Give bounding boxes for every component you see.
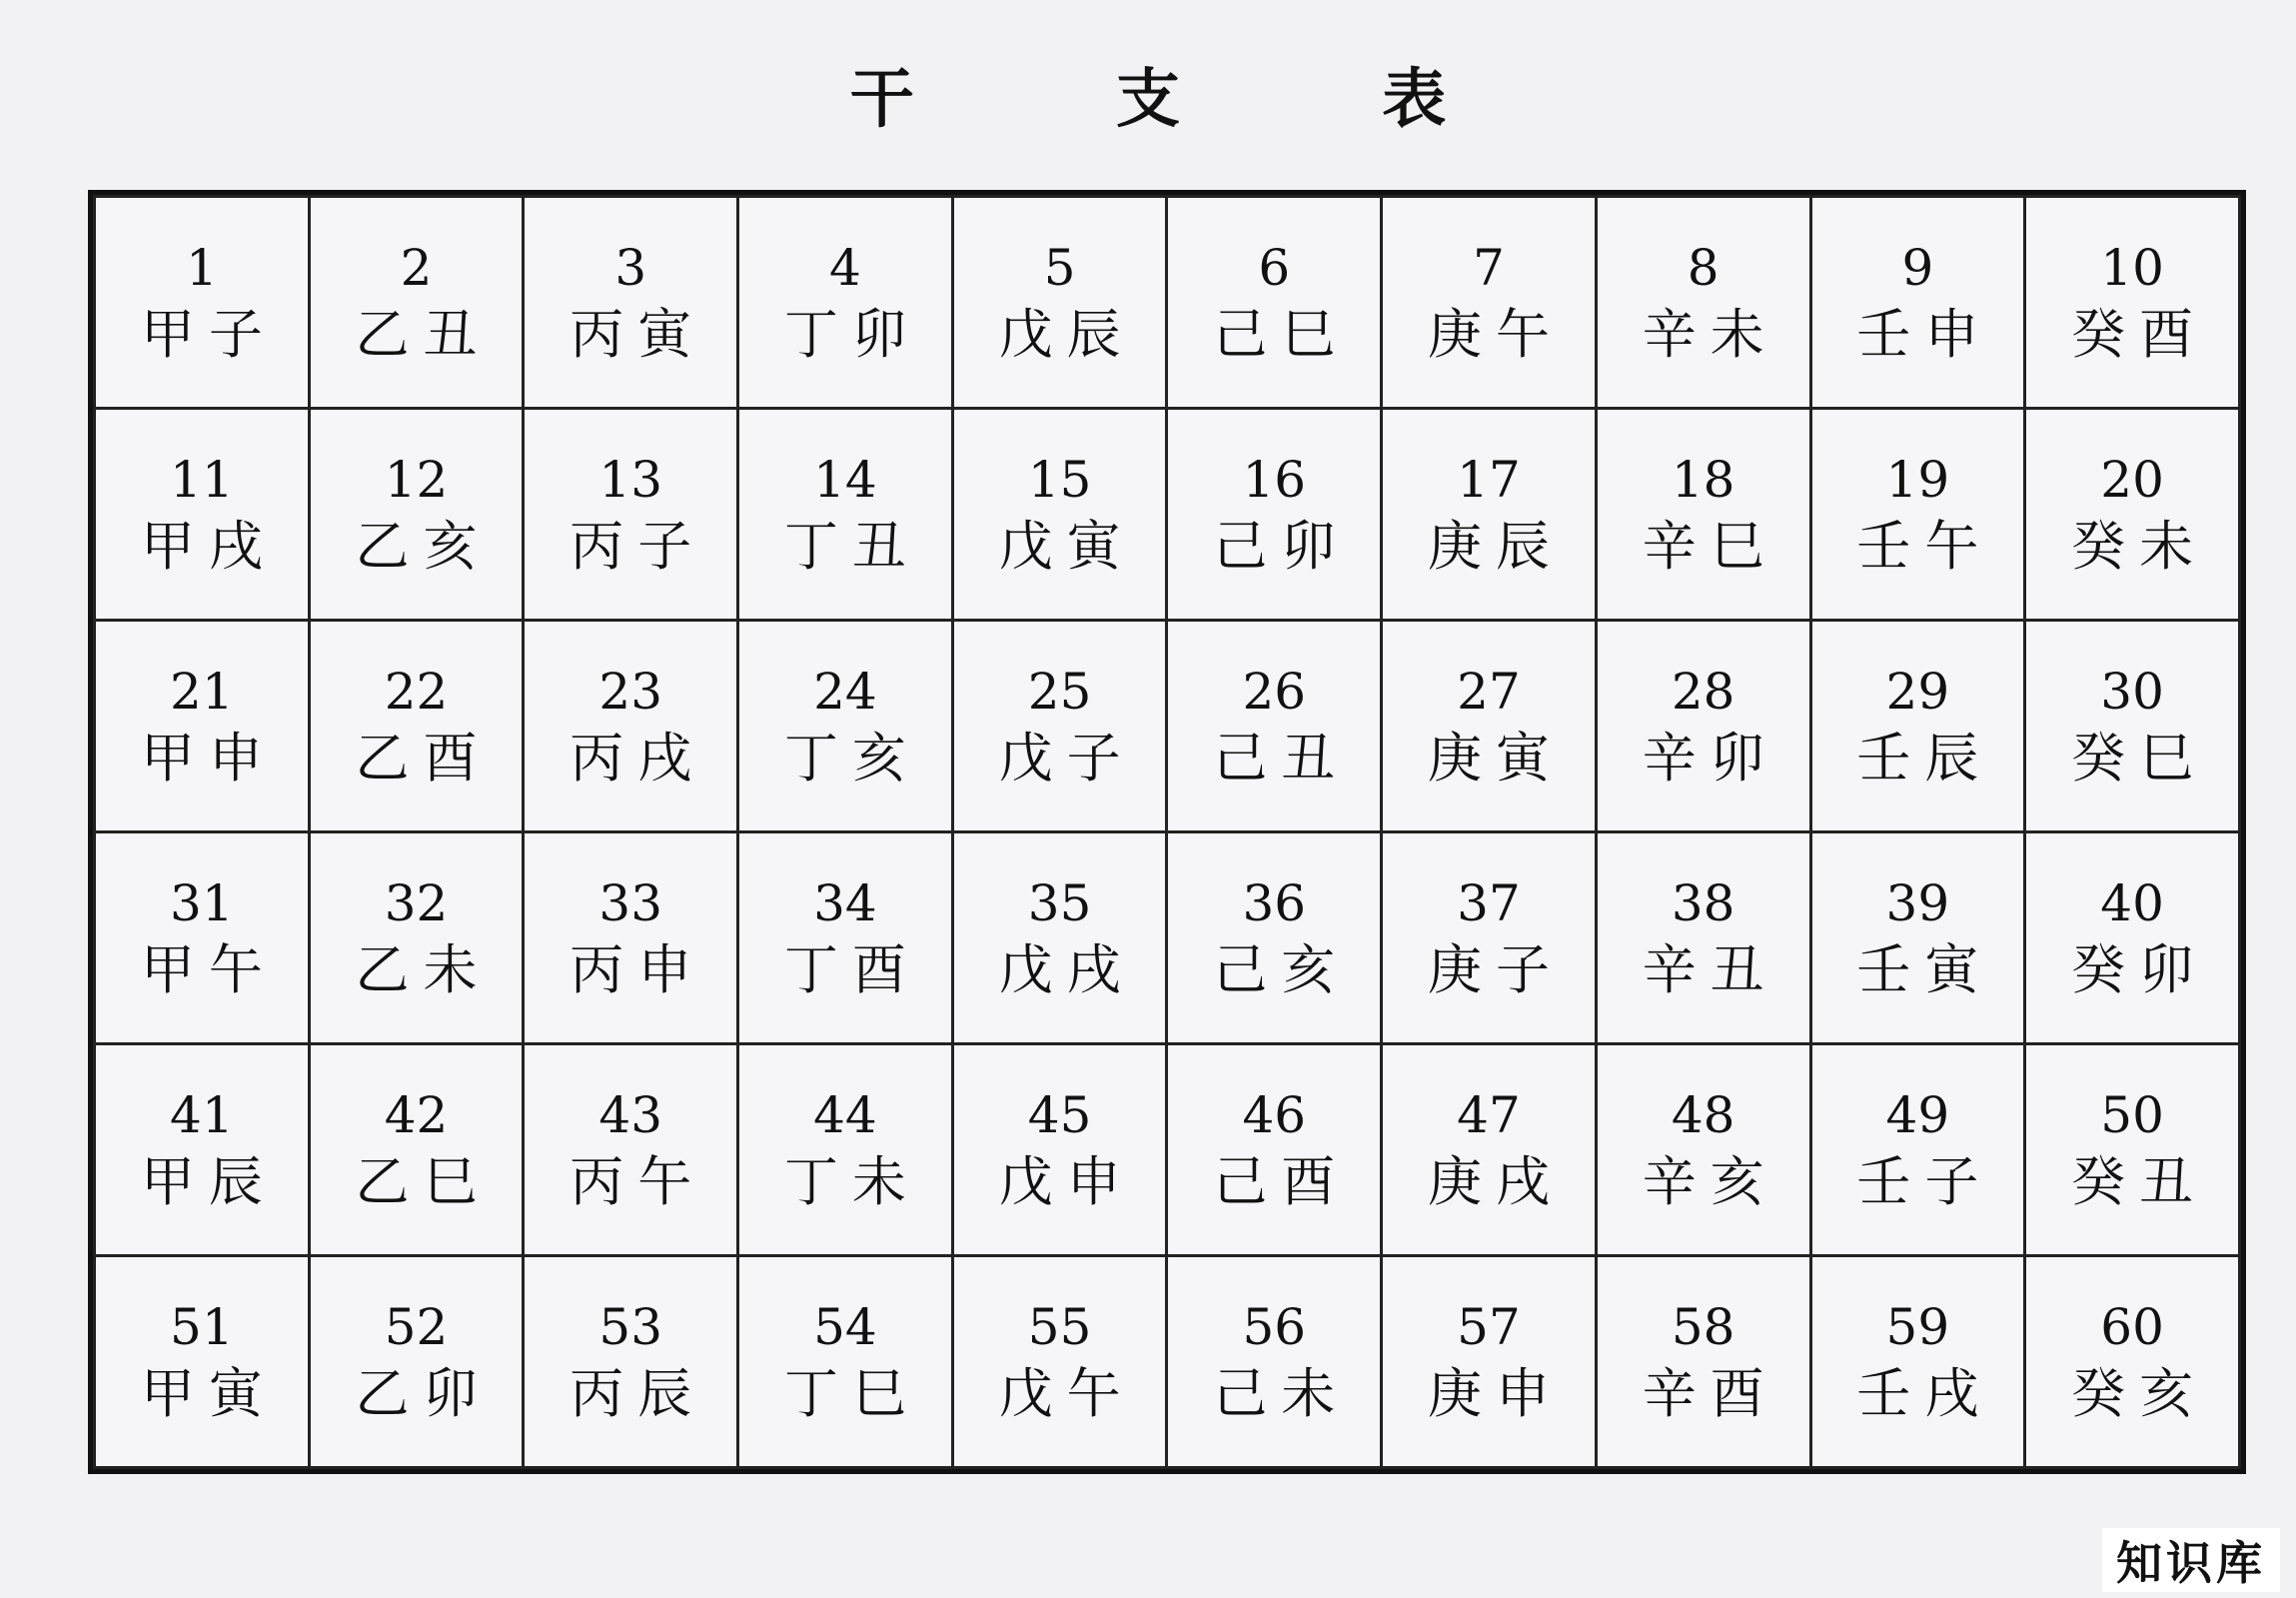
cycle-number: 41 xyxy=(170,1085,234,1144)
cell-content xyxy=(525,1087,736,1213)
table-cell xyxy=(1382,832,1597,1044)
cell-content xyxy=(954,875,1166,1001)
table-cell xyxy=(1167,409,1382,621)
table-cell xyxy=(738,197,953,409)
ganzhi-label: 甲申 xyxy=(140,726,277,790)
cycle-number: 50 xyxy=(2100,1085,2164,1144)
cycle-number: 49 xyxy=(1885,1085,1950,1144)
ganzhi-label: 壬戌 xyxy=(1856,1361,1993,1425)
cell-content xyxy=(311,1299,523,1425)
table-cell xyxy=(524,197,738,409)
cycle-number: 1 xyxy=(185,238,218,297)
cell-content xyxy=(739,875,951,1001)
cycle-number: 38 xyxy=(1671,873,1735,932)
ganzhi-label: 丁巳 xyxy=(783,1361,920,1425)
table-cell xyxy=(1810,409,2025,621)
ganzhi-label: 辛卯 xyxy=(1642,726,1778,790)
cycle-number: 40 xyxy=(2100,873,2164,932)
cell-content xyxy=(1598,240,1809,366)
table-cell xyxy=(1382,409,1597,621)
ganzhi-label: 丁卯 xyxy=(783,302,920,366)
ganzhi-label: 丁丑 xyxy=(783,514,920,578)
table-cell xyxy=(95,832,310,1044)
ganzhi-label: 壬午 xyxy=(1856,514,1993,578)
table-cell xyxy=(524,1256,738,1468)
cell-content xyxy=(1168,664,1380,790)
cell-content xyxy=(954,1087,1166,1213)
table-cell xyxy=(1596,832,1810,1044)
cycle-number: 14 xyxy=(813,450,877,509)
ganzhi-label: 癸巳 xyxy=(2071,726,2208,790)
ganzhi-label: 乙酉 xyxy=(355,726,492,790)
ganzhi-label: 癸未 xyxy=(2071,514,2208,578)
ganzhi-label: 壬辰 xyxy=(1856,726,1993,790)
table-cell xyxy=(2025,1256,2240,1468)
cell-content xyxy=(525,452,736,578)
table-cell xyxy=(95,197,310,409)
ganzhi-label: 己酉 xyxy=(1213,1149,1350,1213)
table-row xyxy=(95,409,2240,621)
cycle-number: 32 xyxy=(384,873,449,932)
table-row xyxy=(95,197,2240,409)
cell-content xyxy=(2026,452,2238,578)
ganzhi-label: 乙亥 xyxy=(355,514,492,578)
cycle-number: 16 xyxy=(1242,450,1307,509)
ganzhi-label: 己丑 xyxy=(1213,726,1350,790)
cycle-number: 24 xyxy=(813,662,877,721)
ganzhi-table-frame xyxy=(88,190,2246,1474)
cycle-number: 36 xyxy=(1242,873,1307,932)
cycle-number: 8 xyxy=(1687,238,1720,297)
table-cell xyxy=(952,621,1167,832)
table-cell xyxy=(2025,197,2240,409)
cell-content xyxy=(1812,1087,2024,1213)
ganzhi-label: 丁酉 xyxy=(783,937,920,1001)
table-cell xyxy=(1382,1256,1597,1468)
cell-content xyxy=(1383,875,1595,1001)
table-cell xyxy=(95,621,310,832)
ganzhi-label: 己巳 xyxy=(1213,302,1350,366)
cycle-number: 59 xyxy=(1885,1297,1950,1356)
table-cell xyxy=(524,409,738,621)
cell-content xyxy=(1383,1299,1595,1425)
table-row xyxy=(95,832,2240,1044)
cell-content xyxy=(311,452,523,578)
ganzhi-label: 辛亥 xyxy=(1642,1149,1778,1213)
cycle-number: 54 xyxy=(813,1297,877,1356)
cycle-number: 46 xyxy=(1242,1085,1307,1144)
ganzhi-label: 癸卯 xyxy=(2071,937,2208,1001)
table-cell xyxy=(1810,1044,2025,1256)
cell-content xyxy=(1168,240,1380,366)
ganzhi-label: 戊子 xyxy=(998,726,1135,790)
cycle-number: 51 xyxy=(170,1297,234,1356)
table-cell xyxy=(1596,197,1810,409)
ganzhi-label: 辛丑 xyxy=(1642,937,1778,1001)
table-cell xyxy=(309,832,524,1044)
table-cell xyxy=(2025,832,2240,1044)
ganzhi-label: 戊午 xyxy=(998,1361,1135,1425)
ganzhi-label: 丙午 xyxy=(570,1149,706,1213)
cell-content xyxy=(96,1299,308,1425)
cell-content xyxy=(1598,664,1809,790)
table-cell xyxy=(95,1256,310,1468)
cell-content xyxy=(739,1299,951,1425)
table-cell xyxy=(95,1044,310,1256)
watermark-logo: 知识库 xyxy=(2102,1528,2280,1592)
table-cell xyxy=(738,1256,953,1468)
cycle-number: 3 xyxy=(614,238,647,297)
cell-content xyxy=(2026,664,2238,790)
cell-content xyxy=(2026,875,2238,1001)
cycle-number: 57 xyxy=(1457,1297,1521,1356)
cycle-number: 2 xyxy=(400,238,433,297)
table-cell xyxy=(1596,409,1810,621)
cell-content xyxy=(1168,452,1380,578)
table-cell xyxy=(1167,832,1382,1044)
cycle-number: 17 xyxy=(1457,450,1521,509)
table-cell xyxy=(1596,1256,1810,1468)
cell-content xyxy=(1168,1299,1380,1425)
table-cell xyxy=(738,1044,953,1256)
table-cell xyxy=(1810,197,2025,409)
cycle-number: 45 xyxy=(1027,1085,1092,1144)
cell-content xyxy=(1598,452,1809,578)
cycle-number: 37 xyxy=(1457,873,1521,932)
cell-content xyxy=(954,452,1166,578)
cycle-number: 48 xyxy=(1671,1085,1735,1144)
table-cell xyxy=(1810,1256,2025,1468)
table-cell xyxy=(1810,832,2025,1044)
cycle-number: 47 xyxy=(1457,1085,1521,1144)
cell-content xyxy=(311,1087,523,1213)
ganzhi-label: 甲辰 xyxy=(140,1149,277,1213)
table-cell xyxy=(1167,197,1382,409)
table-cell xyxy=(1167,621,1382,832)
ganzhi-label: 辛巳 xyxy=(1642,514,1778,578)
ganzhi-label: 甲寅 xyxy=(140,1361,277,1425)
cell-content xyxy=(96,240,308,366)
cell-content xyxy=(954,240,1166,366)
table-cell xyxy=(1810,621,2025,832)
table-row xyxy=(95,621,2240,832)
cell-content xyxy=(1812,452,2024,578)
cycle-number: 21 xyxy=(170,662,234,721)
cycle-number: 9 xyxy=(1901,238,1934,297)
cycle-number: 52 xyxy=(384,1297,449,1356)
table-cell xyxy=(524,832,738,1044)
ganzhi-label: 甲戌 xyxy=(140,514,277,578)
ganzhi-label: 丙寅 xyxy=(570,302,706,366)
cell-content xyxy=(1812,1299,2024,1425)
cycle-number: 26 xyxy=(1242,662,1307,721)
cycle-number: 44 xyxy=(813,1085,877,1144)
ganzhi-label: 庚午 xyxy=(1427,302,1564,366)
ganzhi-label: 甲午 xyxy=(140,937,277,1001)
cell-content xyxy=(1383,664,1595,790)
table-cell xyxy=(738,832,953,1044)
table-cell xyxy=(1382,621,1597,832)
table-cell xyxy=(309,1044,524,1256)
cell-content xyxy=(96,452,308,578)
cell-content xyxy=(1812,875,2024,1001)
ganzhi-label: 癸丑 xyxy=(2071,1149,2208,1213)
cell-content xyxy=(1812,240,2024,366)
cell-content xyxy=(96,664,308,790)
cell-content xyxy=(311,240,523,366)
cell-content xyxy=(2026,1299,2238,1425)
cycle-number: 11 xyxy=(170,450,234,509)
cycle-number: 33 xyxy=(598,873,663,932)
cell-content xyxy=(311,664,523,790)
table-cell xyxy=(309,197,524,409)
cycle-number: 19 xyxy=(1885,450,1950,509)
cycle-number: 22 xyxy=(384,662,449,721)
cell-content xyxy=(739,664,951,790)
table-cell xyxy=(2025,409,2240,621)
cell-content xyxy=(2026,240,2238,366)
cycle-number: 34 xyxy=(813,873,877,932)
ganzhi-table xyxy=(93,195,2241,1469)
ganzhi-label: 甲子 xyxy=(140,302,277,366)
ganzhi-label: 庚子 xyxy=(1427,937,1564,1001)
cell-content xyxy=(1598,875,1809,1001)
table-body xyxy=(95,197,2240,1468)
table-cell xyxy=(738,621,953,832)
cycle-number: 60 xyxy=(2100,1297,2164,1356)
ganzhi-label: 庚戌 xyxy=(1427,1149,1564,1213)
cell-content xyxy=(1383,240,1595,366)
table-cell xyxy=(309,409,524,621)
cycle-number: 13 xyxy=(598,450,663,509)
table-cell xyxy=(309,1256,524,1468)
ganzhi-label: 戊申 xyxy=(998,1149,1135,1213)
cell-content xyxy=(739,240,951,366)
cycle-number: 53 xyxy=(598,1297,663,1356)
table-row xyxy=(95,1044,2240,1256)
ganzhi-label: 丙申 xyxy=(570,937,706,1001)
ganzhi-label: 壬申 xyxy=(1856,302,1993,366)
ganzhi-label: 己亥 xyxy=(1213,937,1350,1001)
ganzhi-label: 丙辰 xyxy=(570,1361,706,1425)
ganzhi-label: 壬寅 xyxy=(1856,937,1993,1001)
cell-content xyxy=(1383,1087,1595,1213)
cycle-number: 4 xyxy=(829,238,861,297)
cycle-number: 55 xyxy=(1027,1297,1092,1356)
ganzhi-label: 戊戌 xyxy=(998,937,1135,1001)
table-cell xyxy=(1167,1256,1382,1468)
cell-content xyxy=(1598,1299,1809,1425)
cycle-number: 42 xyxy=(384,1085,449,1144)
table-cell xyxy=(524,621,738,832)
cycle-number: 18 xyxy=(1671,450,1735,509)
cell-content xyxy=(525,664,736,790)
cycle-number: 56 xyxy=(1242,1297,1307,1356)
ganzhi-label: 己卯 xyxy=(1213,514,1350,578)
table-cell xyxy=(1167,1044,1382,1256)
cycle-number: 39 xyxy=(1885,873,1950,932)
table-cell xyxy=(524,1044,738,1256)
ganzhi-label: 壬子 xyxy=(1856,1149,1993,1213)
ganzhi-label: 癸酉 xyxy=(2071,302,2208,366)
page-title: 干 支 表 xyxy=(849,62,1537,137)
cell-content xyxy=(1383,452,1595,578)
ganzhi-label: 戊寅 xyxy=(998,514,1135,578)
table-cell xyxy=(738,409,953,621)
cycle-number: 43 xyxy=(598,1085,663,1144)
cell-content xyxy=(739,1087,951,1213)
cell-content xyxy=(96,1087,308,1213)
ganzhi-label: 丁亥 xyxy=(783,726,920,790)
ganzhi-label: 辛酉 xyxy=(1642,1361,1778,1425)
table-cell xyxy=(95,409,310,621)
table-cell xyxy=(309,621,524,832)
cycle-number: 28 xyxy=(1671,662,1735,721)
cycle-number: 27 xyxy=(1457,662,1521,721)
table-cell xyxy=(1382,1044,1597,1256)
cycle-number: 35 xyxy=(1027,873,1092,932)
cell-content xyxy=(739,452,951,578)
cycle-number: 6 xyxy=(1258,238,1291,297)
cell-content xyxy=(1168,1087,1380,1213)
cell-content xyxy=(2026,1087,2238,1213)
ganzhi-label: 丁未 xyxy=(783,1149,920,1213)
cycle-number: 12 xyxy=(384,450,449,509)
cycle-number: 15 xyxy=(1027,450,1092,509)
cell-content xyxy=(525,875,736,1001)
table-cell xyxy=(1382,197,1597,409)
ganzhi-label: 庚辰 xyxy=(1427,514,1564,578)
cell-content xyxy=(311,875,523,1001)
table-cell xyxy=(952,409,1167,621)
ganzhi-label: 辛未 xyxy=(1642,302,1778,366)
cycle-number: 7 xyxy=(1473,238,1505,297)
ganzhi-label: 戊辰 xyxy=(998,302,1135,366)
ganzhi-label: 己未 xyxy=(1213,1361,1350,1425)
ganzhi-label: 丙子 xyxy=(570,514,706,578)
table-cell xyxy=(1596,1044,1810,1256)
table-cell xyxy=(952,832,1167,1044)
cell-content xyxy=(954,664,1166,790)
cycle-number: 25 xyxy=(1027,662,1092,721)
ganzhi-label: 丙戌 xyxy=(570,726,706,790)
cycle-number: 31 xyxy=(170,873,234,932)
cell-content xyxy=(1598,1087,1809,1213)
cell-content xyxy=(954,1299,1166,1425)
cycle-number: 23 xyxy=(598,662,663,721)
table-cell xyxy=(952,1256,1167,1468)
table-cell xyxy=(952,197,1167,409)
cycle-number: 30 xyxy=(2100,662,2164,721)
table-cell xyxy=(2025,1044,2240,1256)
cell-content xyxy=(1812,664,2024,790)
cell-content xyxy=(1168,875,1380,1001)
cell-content xyxy=(525,240,736,366)
table-cell xyxy=(952,1044,1167,1256)
cycle-number: 10 xyxy=(2100,238,2164,297)
cycle-number: 58 xyxy=(1671,1297,1735,1356)
ganzhi-label: 庚申 xyxy=(1427,1361,1564,1425)
cell-content xyxy=(525,1299,736,1425)
ganzhi-label: 癸亥 xyxy=(2071,1361,2208,1425)
cycle-number: 5 xyxy=(1043,238,1076,297)
ganzhi-label: 乙巳 xyxy=(355,1149,492,1213)
ganzhi-label: 乙未 xyxy=(355,937,492,1001)
ganzhi-label: 乙卯 xyxy=(355,1361,492,1425)
cell-content xyxy=(96,875,308,1001)
cycle-number: 29 xyxy=(1885,662,1950,721)
ganzhi-label: 庚寅 xyxy=(1427,726,1564,790)
cycle-number: 20 xyxy=(2100,450,2164,509)
table-cell xyxy=(1596,621,1810,832)
ganzhi-label: 乙丑 xyxy=(355,302,492,366)
table-row xyxy=(95,1256,2240,1468)
table-cell xyxy=(2025,621,2240,832)
